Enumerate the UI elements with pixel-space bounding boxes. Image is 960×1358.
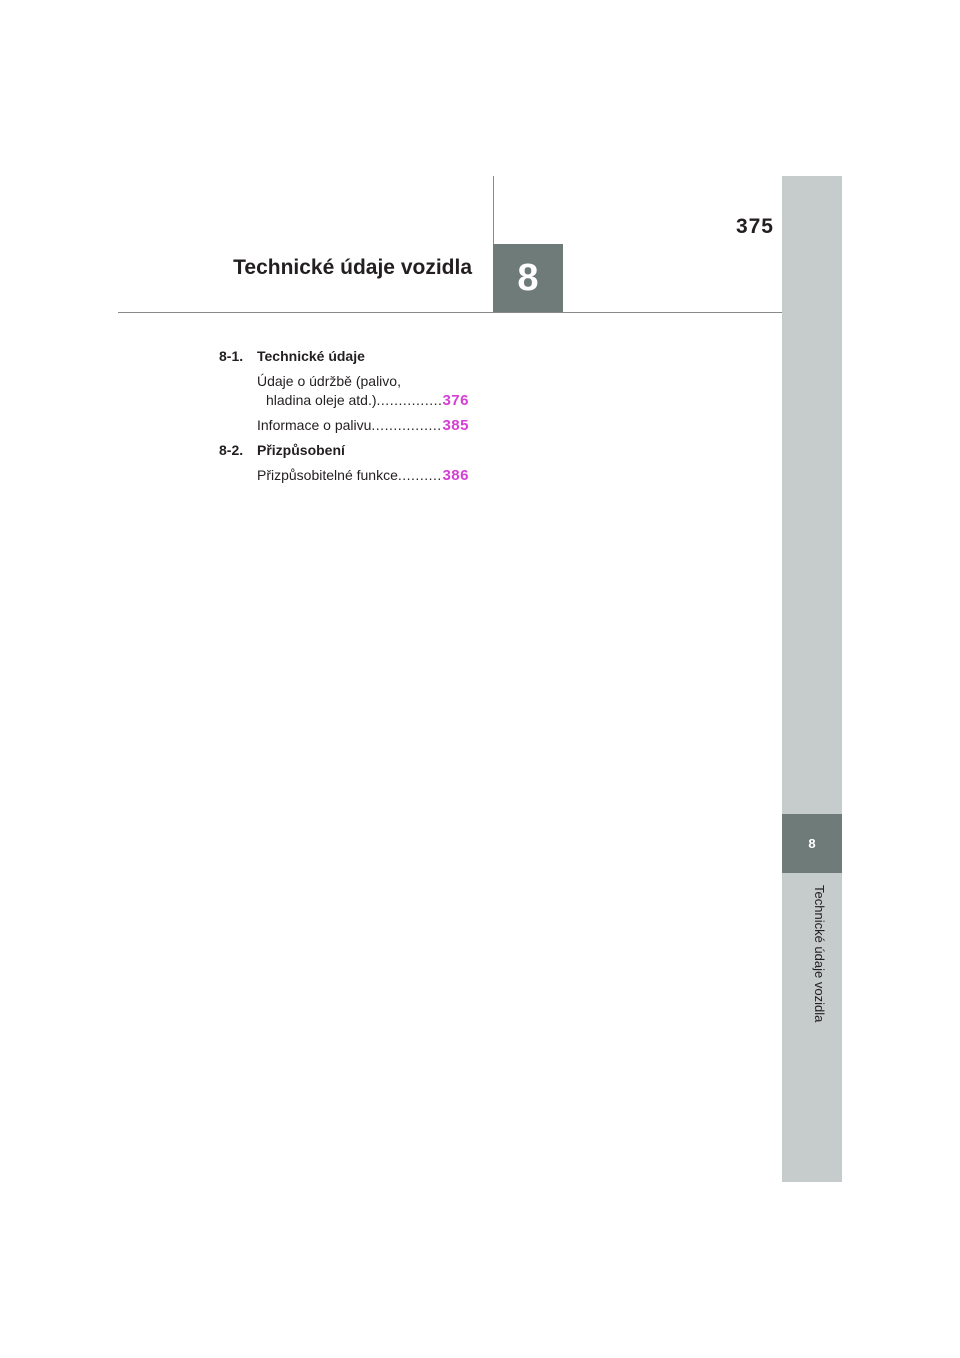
toc-page-link[interactable]: 385 (442, 417, 469, 434)
toc-entry-fuel-info[interactable] (257, 416, 469, 435)
side-tab-label: Technické údaje vozidla (812, 885, 827, 1023)
toc-entry-title-line1: Údaje o údržbě (palivo, (257, 373, 401, 389)
toc-entry-customizable-features[interactable] (257, 466, 469, 485)
side-thumb-tab (782, 176, 842, 1182)
toc-section-title: Technické údaje (257, 348, 365, 364)
toc-page-link[interactable]: 376 (442, 392, 469, 409)
chapter-number-box: 8 (493, 244, 563, 313)
toc-entry-title-line2: hladina oleje atd.) (266, 392, 377, 408)
chapter-title: Technické údaje vozidla (233, 256, 472, 279)
toc-entry-title: Informace o palivu (257, 417, 372, 433)
toc-section-title: Přizpůsobení (257, 442, 345, 458)
toc-page-link[interactable]: 386 (442, 467, 469, 484)
page-number: 375 (735, 215, 774, 238)
toc-entry-maintenance-data[interactable] (257, 372, 469, 410)
side-tab-chapter-marker[interactable]: 8 (782, 814, 842, 873)
toc-section-number: 8-2. (219, 442, 244, 458)
toc-leader-dots (398, 466, 443, 485)
toc-section-8-2 (219, 441, 469, 460)
toc-entry-title: Přizpůsobitelné funkce (257, 467, 398, 483)
header-vertical-rule (493, 176, 494, 244)
toc-leader-dots (377, 391, 443, 410)
toc-leader-dots (371, 416, 442, 435)
toc-section-8-1 (219, 347, 469, 366)
header-horizontal-rule (118, 312, 782, 313)
table-of-contents (219, 347, 469, 491)
toc-section-number: 8-1. (219, 348, 244, 364)
